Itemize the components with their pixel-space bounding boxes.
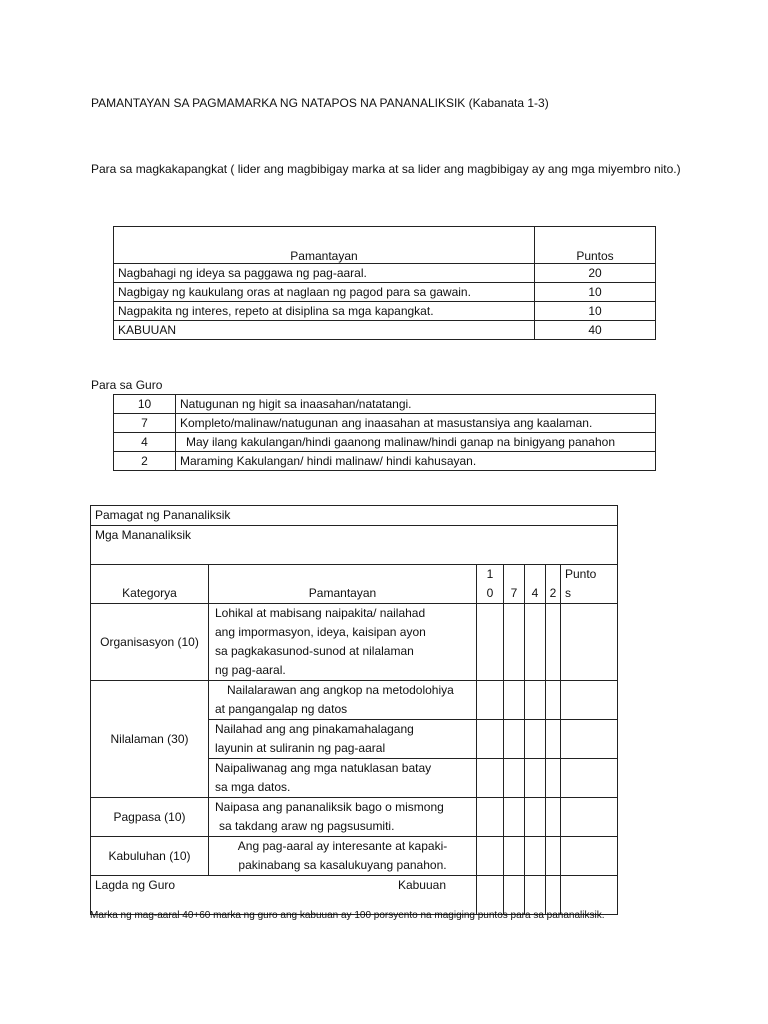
criteria-line: Naipasa ang pananaliksik bago o mismong	[215, 800, 444, 814]
table-row	[114, 414, 656, 433]
score-cell	[525, 681, 546, 720]
table-header-row	[114, 227, 656, 264]
table-row	[114, 433, 656, 452]
teacher-scale-table	[113, 394, 656, 471]
header-score-7: 7	[504, 565, 525, 604]
description-cell: May ilang kakulangan/hindi gaanong malinaw/hindi ganap na binigyang panahon	[176, 433, 656, 452]
score-10-bottom: 0	[486, 586, 494, 600]
table-row	[114, 452, 656, 471]
signature-cell	[91, 876, 477, 915]
score-cell	[504, 720, 525, 759]
score-cell	[477, 876, 504, 915]
points-cell	[561, 837, 618, 876]
researchers-row	[91, 526, 618, 565]
score-cell	[504, 876, 525, 915]
document-title: PAMANTAYAN SA PAGMAMARKA NG NATAPOS NA PANANALIKSIK (Kabanata 1-3)	[91, 96, 549, 110]
table-row	[114, 283, 656, 302]
score-cell	[525, 720, 546, 759]
research-title-label: Pamagat ng Pananaliksik	[91, 506, 618, 526]
table-row	[114, 321, 656, 340]
criteria-line: at pangangalap ng datos	[215, 702, 348, 716]
score-cell	[477, 759, 504, 798]
criterion-cell: Nagbigay ng kaukulang oras at naglaan ng pagod para sa gawain.	[114, 283, 535, 302]
criteria-nilalaman-1	[209, 681, 477, 720]
criteria-line: layunin at suliranin ng pag-aaral	[215, 741, 386, 755]
score-cell	[525, 837, 546, 876]
score-cell	[525, 759, 546, 798]
score-cell	[477, 837, 504, 876]
criteria-line: Lohikal at mabisang naipakita/ nailahad	[215, 606, 426, 620]
score-cell	[504, 837, 525, 876]
description-cell: Kompleto/malinaw/natugunan ang inaasahan at masustansiya ang kaalaman.	[176, 414, 656, 433]
score-cell	[504, 681, 525, 720]
score-cell	[546, 759, 561, 798]
description-cell: Natugunan ng higit sa inaasahan/natatangi.	[176, 395, 656, 414]
score-cell	[477, 681, 504, 720]
header-puntos	[561, 565, 618, 604]
title-row	[91, 506, 618, 526]
score-cell	[546, 837, 561, 876]
category-kabuluhan: Kabuluhan (10)	[91, 837, 209, 876]
criteria-line: Naipaliwanag ang mga natuklasan batay	[215, 761, 432, 775]
points-cell	[561, 798, 618, 837]
points-bottom: s	[565, 586, 571, 600]
signature-label: Lagda ng Guro	[95, 878, 176, 892]
score-cell	[546, 798, 561, 837]
table-row	[114, 264, 656, 283]
points-cell	[561, 604, 618, 681]
header-score-2: 2	[546, 565, 561, 604]
score-cell	[504, 604, 525, 681]
table-row	[91, 604, 618, 681]
criteria-pagpasa	[209, 798, 477, 837]
category-pagpasa: Pagpasa (10)	[91, 798, 209, 837]
criteria-line: pakinabang sa kasalukuyang panahon.	[238, 858, 447, 872]
criteria-line: sa mga datos.	[215, 780, 291, 794]
score-cell: 7	[114, 414, 176, 433]
criteria-line: sa pagkakasunod-sunod at nilalaman	[215, 644, 414, 658]
criteria-line: Nailalarawan ang angkop na metodolohiya	[227, 683, 454, 697]
signature-row	[91, 876, 618, 915]
header-kategorya: Kategorya	[91, 565, 209, 604]
criteria-nilalaman-2	[209, 720, 477, 759]
category-nilalaman: Nilalaman (30)	[91, 681, 209, 798]
points-cell	[561, 759, 618, 798]
points-cell: 10	[535, 302, 656, 321]
score-cell	[504, 759, 525, 798]
criterion-cell: Nagpakita ng interes, repeto at disiplina sa mga kapangkat.	[114, 302, 535, 321]
header-pamantayan: Pamantayan	[209, 565, 477, 604]
criteria-line: Nailahad ang ang pinakamahalagang	[215, 722, 414, 736]
score-10-top: 1	[486, 567, 494, 581]
points-cell	[561, 876, 618, 915]
points-cell	[561, 720, 618, 759]
criteria-nilalaman-3	[209, 759, 477, 798]
score-cell	[504, 798, 525, 837]
points-cell: 10	[535, 283, 656, 302]
header-pamantayan: Pamantayan	[114, 227, 535, 264]
score-cell: 2	[114, 452, 176, 471]
score-cell: 4	[114, 433, 176, 452]
category-organisasyon: Organisasyon (10)	[91, 604, 209, 681]
total-label: Kabuuan	[397, 878, 446, 892]
criteria-line: Ang pag-aaral ay interesante at kapaki-	[237, 839, 448, 853]
table-row	[91, 837, 618, 876]
table-row	[91, 681, 618, 720]
points-cell: 40	[535, 321, 656, 340]
score-cell: 10	[114, 395, 176, 414]
rubric-header-row	[91, 565, 618, 604]
table-row	[114, 395, 656, 414]
score-cell	[525, 604, 546, 681]
score-cell	[546, 681, 561, 720]
points-cell: 20	[535, 264, 656, 283]
header-score-10	[477, 565, 504, 604]
criterion-cell: Nagbahagi ng ideya sa paggawa ng pag-aaral.	[114, 264, 535, 283]
table-row	[114, 302, 656, 321]
researchers-label: Mga Mananaliksik	[91, 526, 618, 565]
criteria-line: ang impormasyon, ideya, kaisipan ayon	[215, 625, 426, 639]
criteria-line: sa takdang araw ng pagsusumiti.	[219, 819, 395, 833]
criteria-line: ng pag-aaral.	[215, 663, 286, 677]
description-cell: Maraming Kakulangan/ hindi malinaw/ hindi kahusayan.	[176, 452, 656, 471]
footnote: Marka ng mag-aaral 40+60 marka ng guro ang kabuuan ay 100 porsyento na magiging puntos para sa pananaliksik.	[90, 910, 605, 921]
criteria-organisasyon	[209, 604, 477, 681]
points-top: Punto	[565, 567, 597, 581]
header-score-4: 4	[525, 565, 546, 604]
criteria-kabuluhan	[209, 837, 477, 876]
group-intro: Para sa magkakapangkat ( lider ang magbibigay marka at sa lider ang magbibigay ay ang mga miyembro nito.)	[91, 162, 681, 176]
criterion-cell: KABUUAN	[114, 321, 535, 340]
score-cell	[546, 604, 561, 681]
header-puntos: Puntos	[535, 227, 656, 264]
group-criteria-table	[113, 226, 656, 340]
points-cell	[561, 681, 618, 720]
score-cell	[477, 604, 504, 681]
score-cell	[525, 876, 546, 915]
table-row	[91, 798, 618, 837]
score-cell	[525, 798, 546, 837]
rubric-table	[90, 505, 618, 915]
score-cell	[477, 798, 504, 837]
score-cell	[546, 876, 561, 915]
score-cell	[477, 720, 504, 759]
score-cell	[546, 720, 561, 759]
teacher-section-label: Para sa Guro	[91, 378, 163, 392]
